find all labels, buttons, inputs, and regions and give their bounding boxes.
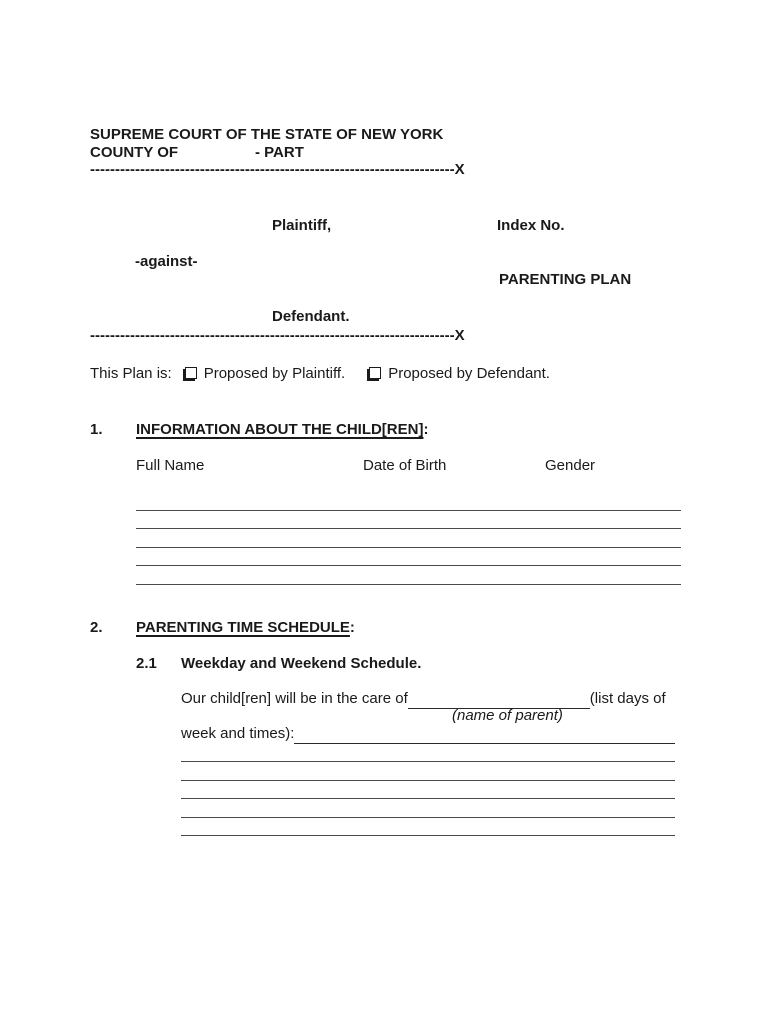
rule-x-mark: X bbox=[454, 327, 465, 344]
section1-heading bbox=[136, 421, 428, 439]
section1-title: INFORMATION ABOUT THE CHILD[REN] bbox=[136, 421, 424, 438]
county-label: COUNTY OF bbox=[90, 144, 179, 161]
care-of-tail-text: (list days of bbox=[589, 690, 666, 707]
proposed-by-defendant-label: Proposed by Defendant. bbox=[388, 365, 550, 382]
section1-colon: : bbox=[423, 421, 429, 438]
county-part-line bbox=[90, 144, 304, 162]
proposed-by-plaintiff-checkbox[interactable] bbox=[185, 367, 197, 379]
section1-number: 1. bbox=[90, 421, 103, 438]
schedule-line[interactable] bbox=[181, 780, 675, 781]
schedule-line[interactable] bbox=[181, 761, 675, 762]
schedule-line[interactable] bbox=[181, 817, 675, 818]
section2-colon: : bbox=[349, 619, 355, 636]
plaintiff-label: Plaintiff, bbox=[272, 217, 332, 234]
weekday-schedule-blank[interactable] bbox=[294, 725, 675, 744]
subsection-title: Weekday and Weekend Schedule. bbox=[181, 655, 422, 672]
parenting-plan-title: PARENTING PLAN bbox=[499, 271, 632, 288]
against-label: -against- bbox=[135, 253, 198, 270]
care-of-line bbox=[181, 690, 666, 709]
proposed-by-plaintiff-label: Proposed by Plaintiff. bbox=[203, 365, 346, 382]
proposed-by-defendant-checkbox[interactable] bbox=[369, 367, 381, 379]
court-title: SUPREME COURT OF THE STATE OF NEW YORK bbox=[90, 126, 444, 143]
schedule-line[interactable] bbox=[181, 835, 675, 836]
separator-rule-top bbox=[90, 161, 465, 179]
defendant-label: Defendant. bbox=[272, 308, 350, 325]
index-no-label: Index No. bbox=[497, 217, 565, 234]
plan-proposer-row bbox=[90, 365, 550, 383]
column-gender: Gender bbox=[545, 457, 596, 474]
separator-rule-bottom bbox=[90, 327, 465, 345]
child-info-line[interactable] bbox=[136, 510, 681, 511]
week-and-times-line bbox=[181, 725, 675, 744]
plan-prefix-label: This Plan is: bbox=[90, 365, 172, 382]
child-info-line[interactable] bbox=[136, 565, 681, 566]
part-label: - PART bbox=[255, 144, 304, 161]
column-date-of-birth: Date of Birth bbox=[363, 457, 447, 474]
child-info-line[interactable] bbox=[136, 547, 681, 548]
child-info-line[interactable] bbox=[136, 584, 681, 585]
name-of-parent-hint: (name of parent) bbox=[452, 707, 563, 724]
column-full-name: Full Name bbox=[136, 457, 205, 474]
section2-title: PARENTING TIME SCHEDULE bbox=[136, 619, 350, 636]
section2-heading bbox=[136, 619, 355, 637]
week-and-times-label: week and times): bbox=[181, 725, 295, 742]
section2-number: 2. bbox=[90, 619, 103, 636]
schedule-line[interactable] bbox=[181, 798, 675, 799]
care-of-lead-text: Our child[ren] will be in the care of bbox=[181, 690, 408, 707]
rule-dashes: ------------------------------------------------------------------------- bbox=[90, 161, 455, 178]
child-info-line[interactable] bbox=[136, 528, 681, 529]
subsection-number: 2.1 bbox=[136, 655, 157, 672]
rule-x-mark: X bbox=[454, 161, 465, 178]
rule-dashes: ------------------------------------------------------------------------- bbox=[90, 327, 455, 344]
